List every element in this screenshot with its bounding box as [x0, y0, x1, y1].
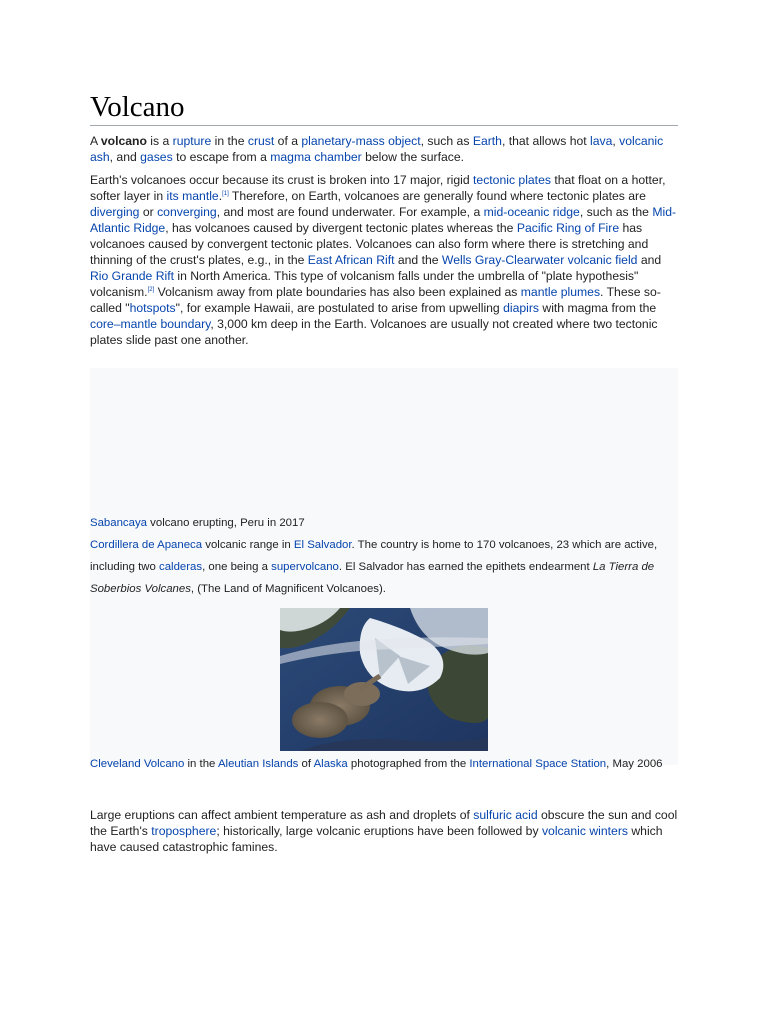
link-volcanic-winters[interactable]: volcanic winters: [541, 824, 628, 838]
bold-term: volcano: [100, 134, 147, 148]
page-title: Volcano: [90, 91, 185, 123]
tectonics-paragraph: Earth's volcanoes occur because its crust is broken into 17 major, rigid tectonic plates that float on a hotter, softer layer in its mantle.[1] Therefore, on Earth, volcanoes are generally found where tectonic plates are diverging or converging, and most are found underwater. For example, a mid-oceanic ridge, such as the Mid-Atlantic Ridge, has volcanoes caused by divergent tectonic plates whereas the Pacific Ring of Fire has volcanoes caused by convergent tectonic plates. Volcanoes can also form where there is stretching and thinning of the crust's plates, e.g., in the East African Rift and the Wells Gray-Clearwater volcanic field and Rio Grande Rift in North America. This type of volcanism falls under the umbrella of "plate hypothesis" volcanism.[2] Volcanism away from plate boundaries has also been explained as mantle plumes. These so-called "hotspots", for example Hawaii, are postulated to arise from upwelling diapirs with magma from the core–mantle boundary, 3,000 km deep in the Earth. Volcanoes are usually not created where two tectonic plates slide past one another.: [90, 173, 677, 347]
caption-sabancaya: Sabancaya volcano erupting, Peru in 2017: [90, 517, 305, 529]
link-magma-chamber[interactable]: magma chamber: [270, 150, 362, 164]
reference-2[interactable]: [2]: [147, 286, 155, 293]
link-diverging[interactable]: diverging: [90, 205, 140, 219]
link-mantle-plumes[interactable]: mantle plumes: [520, 285, 601, 299]
caption-apaneca: Cordillera de Apaneca volcanic range in El Salvador. The country is home to 170 volcanoes, 23 which are active, including two calderas, one being a supervolcano. El Salvador has earned the epithets endearment La Tierra de Soberbios Volcanes, (The Land of Magnificent Volcanoes).: [90, 539, 658, 595]
link-earth[interactable]: Earth: [472, 134, 502, 148]
link-sulfuric-acid[interactable]: sulfuric acid: [473, 808, 538, 822]
reference-1[interactable]: [1]: [222, 190, 229, 197]
link-rupture[interactable]: rupture: [172, 134, 212, 148]
figure-box: [90, 368, 678, 770]
link-cordillera-de-apaneca[interactable]: Cordillera de Apaneca: [90, 539, 203, 551]
link-lava[interactable]: lava: [590, 134, 613, 148]
link-cleveland-volcano[interactable]: Cleveland Volcano: [90, 758, 185, 770]
link-mantle[interactable]: its mantle: [166, 189, 219, 203]
link-gases[interactable]: gases: [140, 150, 173, 164]
link-hotspots[interactable]: hotspots: [129, 301, 176, 315]
link-troposphere[interactable]: troposphere: [151, 824, 217, 838]
link-volcanic-ash[interactable]: volcanic ash: [90, 134, 664, 164]
title-divider: [90, 125, 678, 126]
link-mid-atlantic-ridge[interactable]: Mid-Atlantic Ridge: [90, 205, 677, 235]
link-converging[interactable]: converging: [157, 205, 217, 219]
caption-cleveland: Cleveland Volcano in the Aleutian Islands of Alaska photographed from the International Space Station, May 2006: [90, 758, 663, 770]
cleveland-volcano-photo: [280, 608, 488, 751]
link-core-mantle-boundary[interactable]: core–mantle boundary: [90, 317, 211, 331]
link-mid-oceanic-ridge[interactable]: mid-oceanic ridge: [483, 205, 580, 219]
link-wells-gray[interactable]: Wells Gray-Clearwater volcanic field: [441, 253, 638, 267]
link-tectonic-plates[interactable]: tectonic plates: [473, 173, 551, 187]
link-sabancaya[interactable]: Sabancaya: [90, 517, 147, 529]
link-calderas[interactable]: calderas: [159, 561, 203, 573]
link-supervolcano[interactable]: supervolcano: [271, 561, 339, 573]
link-pacific-ring-of-fire[interactable]: Pacific Ring of Fire: [516, 221, 620, 235]
link-planetary-mass-object[interactable]: planetary-mass object: [301, 134, 421, 148]
link-aleutian-islands[interactable]: Aleutian Islands: [217, 758, 299, 770]
link-east-african-rift[interactable]: East African Rift: [307, 253, 395, 267]
eruptions-paragraph: Large eruptions can affect ambient temperature as ash and droplets of sulfuric acid obscure the sun and cool the Earth's troposphere; historically, large volcanic eruptions have been followed by volcanic winters which have caused catastrophic famines.: [90, 808, 678, 854]
link-diapirs[interactable]: diapirs: [503, 301, 539, 315]
link-iss[interactable]: International Space Station: [469, 758, 607, 770]
link-rio-grande-rift[interactable]: Rio Grande Rift: [90, 269, 174, 283]
link-alaska[interactable]: Alaska: [313, 758, 348, 770]
intro-paragraph: A volcano is a rupture in the crust of a planetary-mass object, such as Earth, that allows hot lava, volcanic ash, and gases to escape from a magma chamber below the surface.: [90, 134, 664, 164]
link-el-salvador[interactable]: El Salvador: [293, 539, 352, 551]
link-crust[interactable]: crust: [247, 134, 275, 148]
